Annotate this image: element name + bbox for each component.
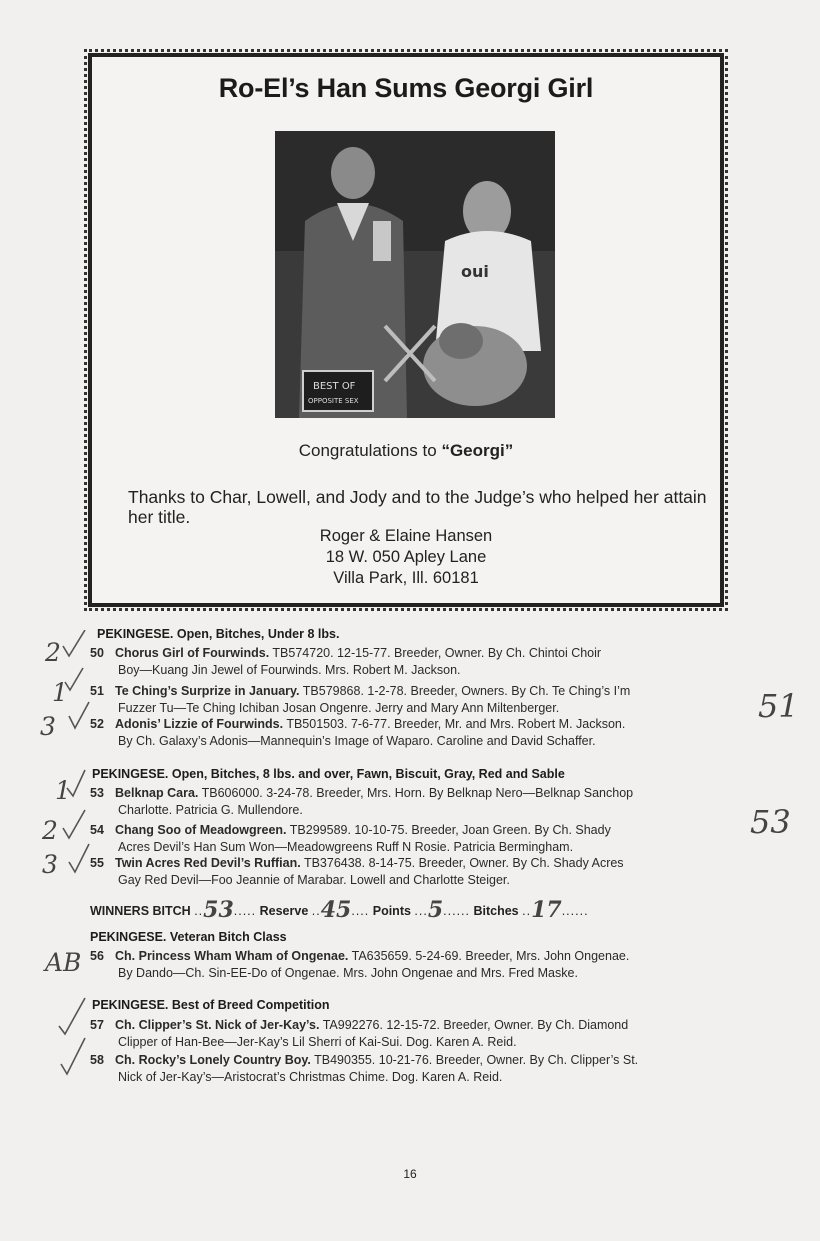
- entry-details-cont: Acres Devil’s Han Sum Won—Meadowgreens Ruff N Rosie. Patricia Bermingham.: [118, 840, 574, 854]
- ad-congrats: [92, 441, 720, 461]
- points-value: 5: [427, 897, 444, 923]
- photo-sign-line1: BEST OF: [313, 381, 356, 392]
- entry-54: [90, 822, 730, 856]
- placement-mark: 2: [42, 816, 58, 845]
- ad-signature-street: 18 W. 050 Apley Lane: [325, 548, 487, 566]
- entry-name: Ch. Rocky’s Lonely Country Boy.: [115, 1053, 311, 1067]
- ad-signature-name: Roger & Elaine Hansen: [319, 527, 493, 545]
- ad-photo: [275, 131, 555, 418]
- entry-details-cont: Charlotte. Patricia G. Mullendore.: [118, 803, 303, 817]
- entry-name: Chorus Girl of Fourwinds.: [115, 646, 270, 660]
- ad-title: Ro-El’s Han Sums Georgi Girl: [218, 73, 594, 103]
- entry-name: Adonis’ Lizzie of Fourwinds.: [115, 717, 284, 731]
- photo-sign-line2: OPPOSITE SEX: [308, 397, 359, 405]
- entry-details-cont: Nick of Jer-Kay’s—Aristocrat’s Christmas Chime. Dog. Karen A. Reid.: [118, 1070, 503, 1084]
- entry-details: TB490355. 10-21-76. Breeder, Owner. By Ch. Clipper’s St.: [314, 1053, 639, 1067]
- entry-58: [90, 1052, 730, 1086]
- entry-number: 54: [90, 823, 104, 837]
- entry-number: 58: [90, 1053, 104, 1067]
- winners-label: WINNERS BITCH: [90, 904, 191, 918]
- entry-56: [90, 948, 730, 982]
- entry-50: [90, 645, 730, 679]
- ad-thanks: Thanks to Char, Lowell, and Jody and to the Judge’s who helped her attain her title.: [128, 487, 707, 527]
- page-number: 16: [403, 1167, 417, 1181]
- winners-line: WINNERS BITCH ..53..... Reserve ..45.... Points ...5...... Bitches ..17......: [90, 897, 589, 923]
- entry-details-cont: Gay Red Devil—Foo Jeannie of Marabar. Lowell and Charlotte Steiger.: [118, 873, 510, 887]
- entry-details-cont: By Ch. Galaxy’s Adonis—Mannequin’s Image of Waparo. Caroline and David Schaffer.: [118, 734, 596, 748]
- congrats-name: “Georgi”: [441, 441, 514, 460]
- entry-details-cont: By Dando—Ch. Sin-EE-Do of Ongenae. Mrs. John Ongenae and Mrs. Fred Maske.: [118, 966, 578, 980]
- entry-57: [90, 1017, 730, 1051]
- entry-name: Belknap Cara.: [115, 786, 199, 800]
- entry-number: 57: [90, 1018, 104, 1032]
- placement-mark: 3: [42, 850, 58, 879]
- placement-mark: 1: [55, 776, 71, 805]
- reserve-value: 45: [320, 897, 352, 923]
- entry-number: 50: [90, 646, 104, 660]
- entry-details: TA992276. 12-15-72. Breeder, Owner. By Ch. Diamond: [322, 1018, 629, 1032]
- margin-note: 53: [750, 803, 791, 841]
- entry-55: [90, 855, 730, 889]
- entry-details-cont: Clipper of Han-Bee—Jer-Kay’s Lil Sherri of Kai-Sui. Dog. Karen A. Reid.: [118, 1035, 517, 1049]
- entry-number: 52: [90, 717, 104, 731]
- points-label: Points: [372, 904, 411, 918]
- entry-number: 53: [90, 786, 104, 800]
- reserve-label: Reserve: [259, 904, 309, 918]
- class-heading: PEKINGESE. Open, Bitches, 8 lbs. and over, Fawn, Biscuit, Gray, Red and Sable: [92, 767, 565, 781]
- check-marks-icon: [55, 630, 95, 1120]
- entry-number: 55: [90, 856, 104, 870]
- class-heading: PEKINGESE. Veteran Bitch Class: [90, 930, 287, 944]
- entry-51: [90, 683, 730, 717]
- ad-signature-city: Villa Park, Ill. 60181: [333, 569, 479, 587]
- placement-mark: 3: [40, 712, 56, 741]
- entry-name: Te Ching’s Surprize in January.: [115, 684, 300, 698]
- congrats-prefix: Congratulations to: [298, 441, 437, 460]
- winners-value: 53: [203, 897, 234, 923]
- entry-details: TB606000. 3-24-78. Breeder, Mrs. Horn. By Belknap Nero—Belknap Sanchop: [201, 786, 634, 800]
- entry-details-cont: Fuzzer Tu—Te Ching Ichiban Josan Ongenre. Jerry and Mary Ann Miltenberger.: [118, 701, 560, 715]
- entry-number: 56: [90, 949, 104, 963]
- entry-name: Ch. Clipper’s St. Nick of Jer-Kay’s.: [115, 1018, 320, 1032]
- placement-mark: 1: [52, 678, 68, 707]
- margin-note: 51: [758, 687, 799, 725]
- entry-details-cont: Boy—Kuang Jin Jewel of Fourwinds. Mrs. Robert M. Jackson.: [118, 663, 461, 677]
- class-heading: PEKINGESE. Open, Bitches, Under 8 lbs.: [97, 627, 340, 641]
- absent-mark: AB: [45, 948, 82, 977]
- entry-details: TB579868. 1-2-78. Breeder, Owners. By Ch. Te Ching’s I’m: [302, 684, 631, 698]
- advertisement-box: [88, 53, 724, 607]
- bitches-label: Bitches: [473, 904, 519, 918]
- entry-details: TB299589. 10-10-75. Breeder, Joan Green. By Ch. Shady: [289, 823, 611, 837]
- entry-number: 51: [90, 684, 104, 698]
- entry-53: [90, 785, 730, 819]
- entry-52: [90, 716, 730, 750]
- entry-name: Chang Soo of Meadowgreen.: [115, 823, 287, 837]
- entry-details: TB501503. 7-6-77. Breeder, Mr. and Mrs. Robert M. Jackson.: [286, 717, 626, 731]
- entry-name: Twin Acres Red Devil’s Ruffian.: [115, 856, 301, 870]
- entry-details: TB376438. 8-14-75. Breeder, Owner. By Ch. Shady Acres: [303, 856, 624, 870]
- class-heading: PEKINGESE. Best of Breed Competition: [92, 998, 330, 1012]
- placement-mark: 2: [45, 638, 61, 667]
- entry-details: TB574720. 12-15-77. Breeder, Owner. By Ch. Chintoi Choir: [272, 646, 602, 660]
- shirt-text: oui: [461, 262, 489, 281]
- entry-details: TA635659. 5-24-69. Breeder, Mrs. John Ongenae.: [351, 949, 630, 963]
- entry-name: Ch. Princess Wham Wham of Ongenae.: [115, 949, 349, 963]
- bitches-value: 17: [531, 897, 562, 923]
